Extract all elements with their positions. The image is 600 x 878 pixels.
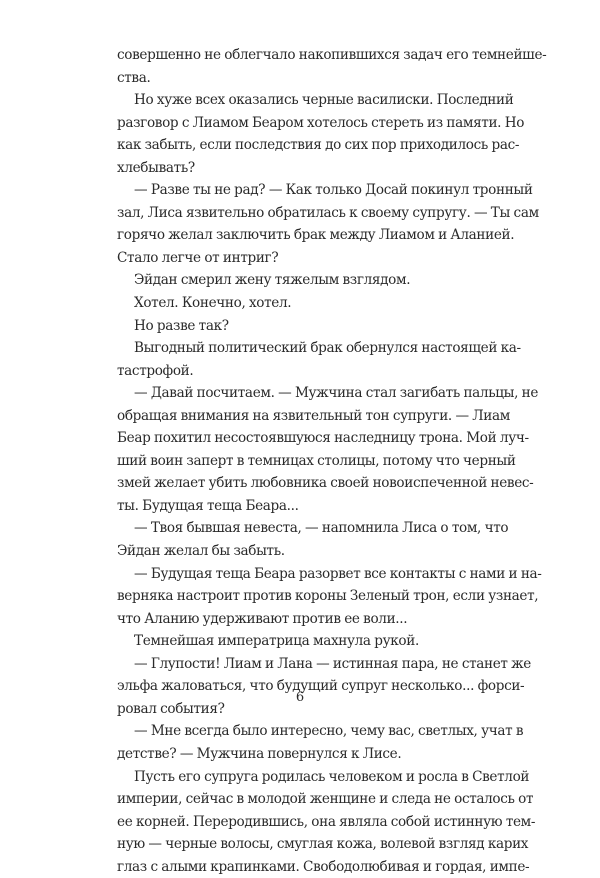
text-line: Эйдан желал бы забыть.: [117, 543, 285, 560]
text-line: Эйдан смерил жену тяжелым взглядом.: [134, 272, 411, 289]
text-line: Пусть его супруга родилась человеком и росла в Светлой: [134, 768, 530, 785]
text-line: — Давай посчитаем. — Мужчина стал загибать пальцы, не: [134, 385, 539, 402]
text-line: верняка настроит против короны Зеленый трон, если узнает,: [117, 588, 539, 605]
body-text: [117, 44, 547, 878]
text-line: — Глупости! Лиам и Лана — истинная пара, не станет же: [134, 655, 532, 672]
text-line: Беар похитил несостоявшуюся наследницу трона. Мой луч-: [117, 430, 529, 447]
text-line: — Будущая теща Беара разорвет все контакты с нами и на-: [134, 565, 542, 582]
text-line: Темнейшая императрица махнула рукой.: [134, 633, 419, 650]
text-line: ее корней. Переродившись, она являла собой истинную тем-: [117, 813, 536, 830]
text-line: ную — черные волосы, смуглая кожа, волевой взгляд карих: [117, 836, 529, 853]
text-line: хлебывать?: [117, 159, 195, 176]
text-line: как забыть, если последствия до сих пор приходилось рас-: [117, 137, 520, 154]
page-number: 6: [295, 690, 305, 705]
text-line: детстве? — Мужчина повернулся к Лисе.: [117, 745, 402, 762]
text-line: — Твоя бывшая невеста, — напомнила Лиса о том, что: [134, 520, 509, 537]
text-line: ший воин заперт в темницах столицы, потому что черный: [117, 452, 516, 469]
text-line: — Разве ты не рад? — Как только Досай покинул тронный: [134, 182, 533, 199]
text-line: Стало легче от интриг?: [117, 249, 279, 266]
text-line: что Аланию удерживают против ее воли...: [117, 610, 408, 627]
text-line: ства.: [117, 69, 151, 86]
text-line: Выгодный политический брак обернулся настоящей ка-: [134, 340, 521, 357]
text-line: Но хуже всех оказались черные василиски. Последний: [134, 92, 514, 109]
text-line: — Мне всегда было интересно, чему вас, светлых, учат в: [134, 723, 524, 740]
text-line: разговор с Лиамом Беаром хотелось стереть из памяти. Но: [117, 114, 525, 131]
text-line: совершенно не облегчало накопившихся задач его темнейше-: [117, 47, 547, 63]
text-line: ты. Будущая теща Беара...: [117, 497, 299, 514]
text-line: змей желает убить любовника своей новоиспеченной невес-: [117, 475, 534, 492]
text-line: империи, сейчас в молодой женщине и следа не осталось от: [117, 791, 534, 808]
text-line: горячо желал заключить брак между Лиамом и Аланией.: [117, 227, 515, 244]
text-line: глаз с алыми крапинками. Свободолюбивая и гордая, импе-: [117, 858, 530, 875]
text-line: Но разве так?: [134, 317, 229, 334]
text-line: ровал события?: [117, 700, 225, 717]
text-line: тастрофой.: [117, 362, 194, 379]
text-line: Хотел. Конечно, хотел.: [134, 295, 292, 312]
text-line: обращая внимания на язвительный тон супруги. — Лиам: [117, 407, 510, 424]
text-line: зал, Лиса язвительно обратилась к своему супругу. — Ты сам: [117, 204, 539, 221]
text-line: эльфа жаловаться, что будущий супруг несколько... форси-: [117, 678, 525, 695]
